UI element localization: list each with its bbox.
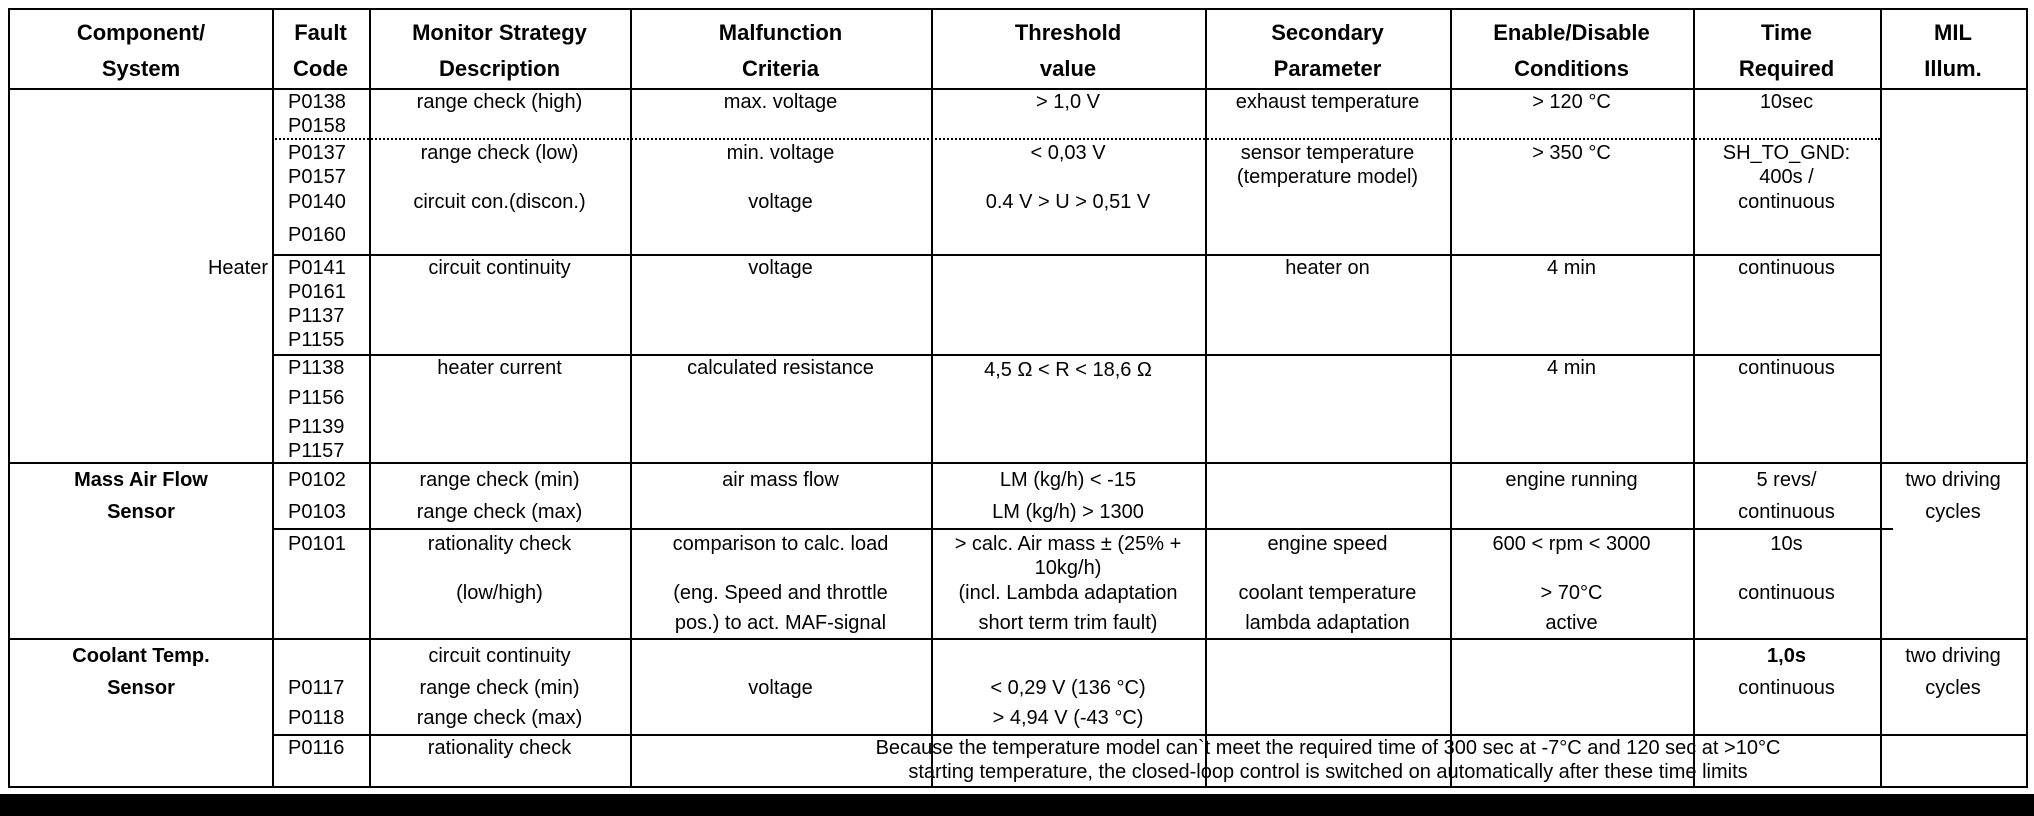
row-divider [272,528,1893,530]
header-malfunction-line2: Criteria [741,56,820,81]
time-required: SH_TO_GND: [1722,142,1851,164]
header-fault-line1: Fault [294,20,347,45]
malfunction-criteria: voltage [748,257,813,279]
col-divider [931,10,933,786]
threshold-value: < 0,29 V (136 °C) [990,677,1146,699]
monitor-description: range check (min) [419,469,580,491]
monitor-description: range check (max) [416,707,583,729]
threshold-value: > 1,0 V [1036,91,1100,113]
header-time-line2: Required [1738,56,1835,81]
secondary-parameter: sensor temperature [1240,142,1415,164]
header-secondary-line2: Parameter [1273,56,1382,81]
enable-conditions: > 120 °C [1532,91,1611,113]
header-fault-line2: Code [293,56,348,81]
enable-conditions: active [1545,612,1598,634]
header-component-line1: Component/ [76,20,206,45]
fault-code: P0102 [288,469,346,491]
malfunction-criteria: comparison to calc. load [672,533,889,555]
fault-code: P0101 [288,533,346,555]
header-component-line2: System [101,56,181,81]
monitor-description: range check (min) [419,677,580,699]
header-component [10,15,272,87]
enable-conditions: > 350 °C [1532,142,1611,164]
monitor-description: circuit con.(discon.) [413,191,586,213]
fault-code: P0118 [288,707,345,729]
monitor-description: range check (high) [416,91,583,113]
header-enable-line2: Conditions [1514,56,1629,81]
header-monitor [369,15,630,87]
header-threshold-line1: Threshold [1014,20,1122,45]
col-divider [1205,10,1207,786]
monitor-description: range check (max) [416,501,583,523]
threshold-value: > 4,94 V (-43 °C) [992,707,1144,729]
header-secondary-line1: Secondary [1271,20,1384,45]
fault-code: P1137 [288,305,345,327]
enable-conditions: 600 < rpm < 3000 [1492,533,1651,555]
header-mil-line1: MIL [1934,20,1972,45]
time-required: 10s [1770,533,1803,555]
col-divider [630,10,632,786]
header-time-line1: Time [1761,20,1812,45]
fault-code: P0117 [288,677,345,699]
monitor-description: circuit continuity [428,645,571,667]
threshold-value: short term trim fault) [978,612,1158,634]
header-enable-line1: Enable/Disable [1493,20,1650,45]
component-maf: Sensor [107,501,175,523]
time-required: continuous [1738,501,1835,523]
header-secondary [1205,15,1450,87]
fault-code: P0137 [288,142,346,164]
malfunction-criteria: pos.) to act. MAF-signal [674,612,887,634]
col-divider [272,10,274,786]
mil-illumination: cycles [1925,677,1981,699]
fault-code: P0158 [288,115,346,137]
monitor-description: rationality check [427,737,572,759]
enable-conditions: > 70°C [1540,582,1603,604]
malfunction-criteria: calculated resistance [687,357,874,379]
threshold-value: > calc. Air mass ± (25% + [954,533,1182,555]
component-maf: Mass Air Flow [74,469,208,491]
enable-conditions: 4 min [1547,357,1596,379]
fault-code: P0161 [288,281,346,303]
fault-code: P1156 [288,387,345,409]
rationality-note: Because the temperature model can`t meet the required time of 300 sec at -7°C and 120 sec at >10°C [875,737,1781,759]
malfunction-criteria: min. voltage [726,142,835,164]
monitor-description: circuit continuity [428,257,571,279]
malfunction-criteria: voltage [748,677,813,699]
header-threshold-line2: value [1039,56,1097,81]
threshold-value: LM (kg/h) > 1300 [992,501,1144,523]
mil-illumination: two driving [1905,645,2001,667]
fault-code: P0138 [288,91,346,113]
time-required: 1,0s [1767,645,1806,667]
fault-code: P0103 [288,501,346,523]
malfunction-criteria: air mass flow [722,469,839,491]
component-heater: Heater [207,257,268,279]
col-divider [1693,10,1695,786]
header-mil-line2: Illum. [1924,56,1982,81]
time-required: 5 revs/ [1756,469,1817,491]
threshold-value: LM (kg/h) < -15 [999,469,1137,491]
threshold-value: (incl. Lambda adaptation [958,582,1178,604]
malfunction-criteria: (eng. Speed and throttle [673,582,888,604]
mil-illumination: cycles [1925,501,1981,523]
rationality-note: starting temperature, the closed-loop control is switched on automatically after these time limits [908,761,1748,783]
monitor-description: (low/high) [456,582,543,604]
header-enable [1450,15,1693,87]
fault-code: P0141 [288,257,346,279]
component-coolant: Sensor [107,677,175,699]
secondary-parameter: heater on [1285,257,1370,279]
fault-code: P1157 [288,440,345,462]
mil-illumination: two driving [1905,469,2001,491]
secondary-parameter: exhaust temperature [1235,91,1420,113]
monitor-description: rationality check [427,533,572,555]
enable-conditions: 4 min [1547,257,1596,279]
section-divider [10,638,2026,640]
component-coolant: Coolant Temp. [72,645,210,667]
fault-code: P0116 [288,737,345,759]
time-required: continuous [1738,257,1835,279]
fault-code: P0157 [288,166,346,188]
secondary-parameter: engine speed [1267,533,1388,555]
header-mil [1880,15,2026,87]
col-divider [1450,10,1452,786]
obd-monitor-table [8,8,2028,788]
time-required: continuous [1738,357,1835,379]
fault-code: P0160 [288,224,346,246]
secondary-parameter: (temperature model) [1236,166,1419,188]
time-required: 10sec [1759,91,1814,113]
header-monitor-line2: Description [438,56,561,81]
time-required: continuous [1738,191,1835,213]
secondary-parameter: coolant temperature [1238,582,1417,604]
secondary-parameter: lambda adaptation [1245,612,1410,634]
time-required: 400s / [1759,166,1814,188]
fault-code: P1139 [288,416,345,438]
col-divider [369,10,371,786]
fault-code: P1155 [288,329,345,351]
header-threshold [931,15,1205,87]
header-time [1693,15,1880,87]
malfunction-criteria: voltage [748,191,813,213]
threshold-value: < 0,03 V [1030,142,1106,164]
fault-code: P1138 [288,357,345,379]
row-divider-dotted [272,138,1880,140]
monitor-description: heater current [437,357,562,379]
time-required: continuous [1738,582,1835,604]
monitor-description: range check (low) [420,142,579,164]
col-divider [1880,10,1882,786]
threshold-value: 10kg/h) [1034,557,1102,579]
time-required: continuous [1738,677,1835,699]
enable-conditions: engine running [1505,469,1638,491]
header-malfunction-line1: Malfunction [718,20,843,45]
malfunction-criteria: max. voltage [723,91,838,113]
header-malfunction [630,15,931,87]
fault-code: P0140 [288,191,346,213]
page-bottom-bar [0,794,2034,816]
threshold-value: 0.4 V > U > 0,51 V [985,191,1151,213]
header-monitor-line1: Monitor Strategy [412,20,587,45]
header-fault-code [272,15,369,87]
threshold-value: 4,5 Ω < R < 18,6 Ω [984,359,1152,381]
